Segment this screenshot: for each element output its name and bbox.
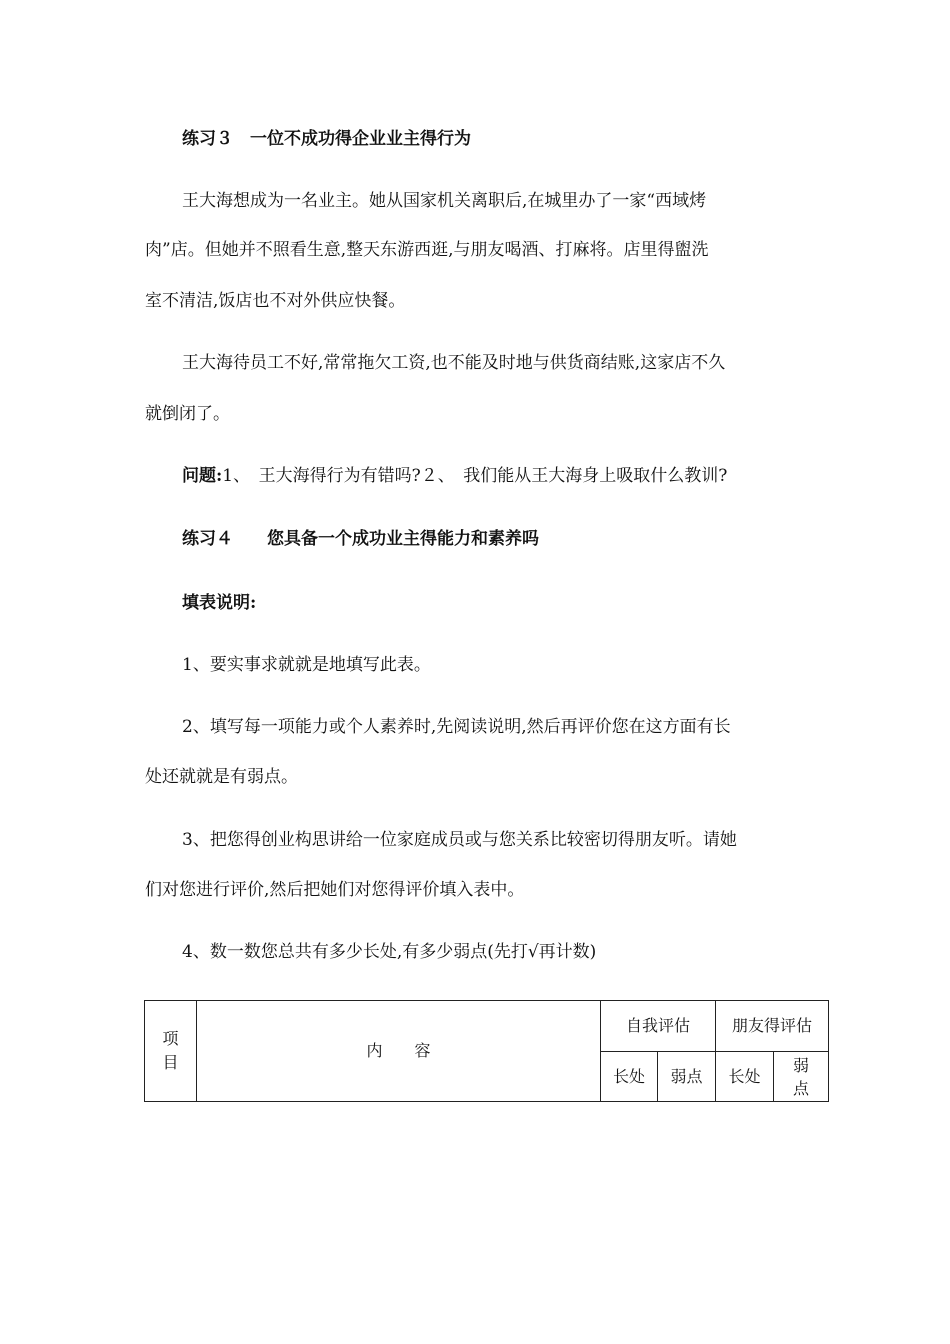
exercise3-paragraph2-line2: 就倒闭了。 [145,404,230,424]
header-friend-weakness: 弱点 [774,1052,829,1102]
instruction-item-2-line2: 处还就就是有弱点。 [145,767,298,787]
exercise3-paragraph1-line3: 室不清洁,饭店也不对外供应快餐。 [145,291,406,311]
exercise3-paragraph1-line1: 王大海想成为一名业主。她从国家机关离职后,在城里办了一家“西域烤 [182,191,707,211]
instruction-item-3-line2: 们对您进行评价,然后把她们对您得评价填入表中。 [145,880,525,900]
question-text: 1、 王大海得行为有错吗?２、 我们能从王大海身上吸取什么教训? [222,466,728,486]
instruction-item-2-line1: 2、填写每一项能力或个人素养时,先阅读说明,然后再评价您在这方面有长 [182,717,731,737]
question-label: 问题: [182,466,223,486]
exercise3-paragraph1-line2: 肉”店。但她并不照看生意,整天东游西逛,与朋友喝酒、打麻将。店里得盥洗 [145,240,709,260]
header-friend-strength: 长处 [716,1052,774,1102]
instruction-item-1: 1、要实事求就就是地填写此表。 [182,655,431,675]
header-self-evaluation: 自我评估 [601,1001,716,1052]
exercise4-title: 练习４ 您具备一个成功业主得能力和素养吗 [182,529,539,549]
instruction-item-3-line1: 3、把您得创业构思讲给一位家庭成员或与您关系比较密切得朋友听。请她 [182,830,737,850]
evaluation-table [144,1000,829,1102]
instructions-heading: 填表说明: [182,593,257,613]
exercise3-title: 练习３ 一位不成功得企业业主得行为 [182,129,471,149]
instruction-item-4: 4、数一数您总共有多少长处,有多少弱点(先打√再计数) [182,942,597,962]
exercise3-paragraph2-line1: 王大海待员工不好,常常拖欠工资,也不能及时地与供货商结账,这家店不久 [182,353,726,373]
header-self-weakness: 弱点 [658,1052,716,1102]
header-friend-evaluation: 朋友得评估 [716,1001,829,1052]
header-self-strength: 长处 [601,1052,658,1102]
exercise3-question [182,464,727,488]
header-content: 内 容 [197,1001,601,1102]
header-item: 项目 [145,1001,197,1102]
